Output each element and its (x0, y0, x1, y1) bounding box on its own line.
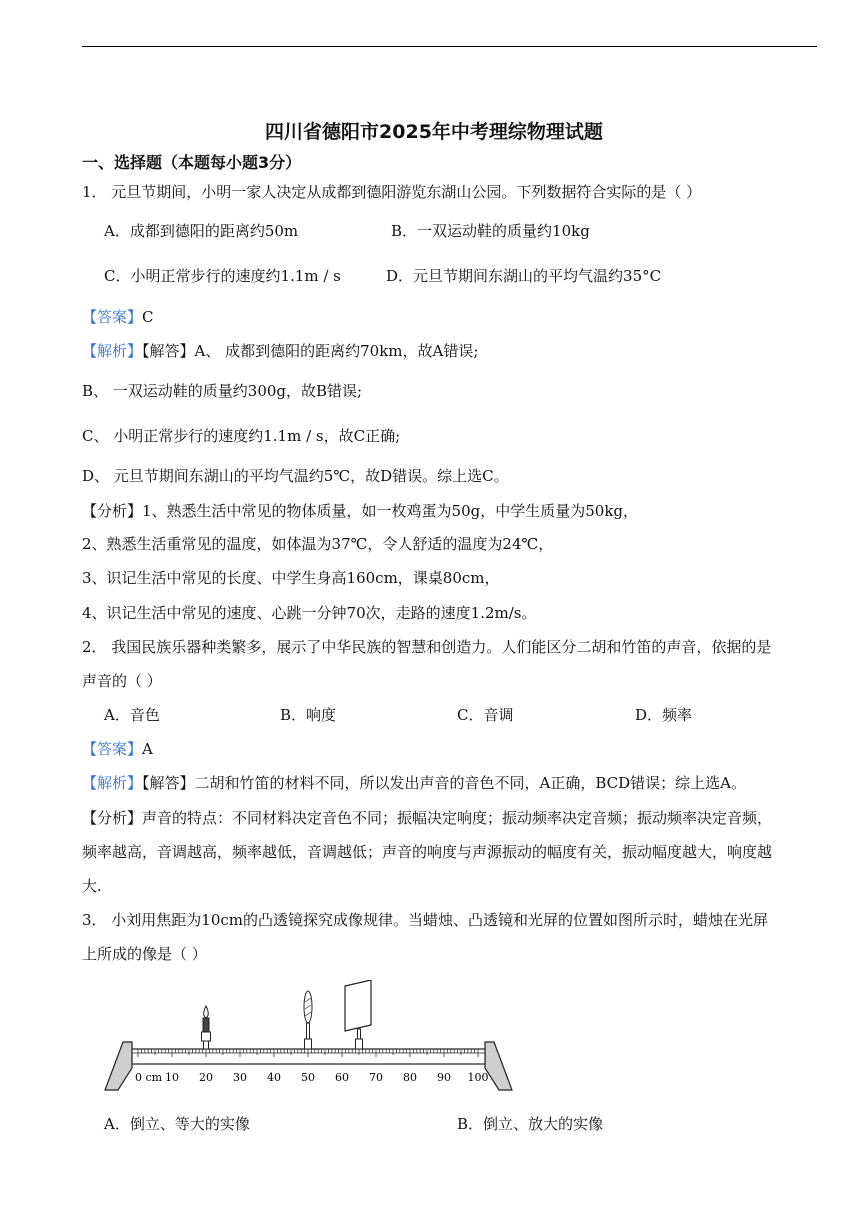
answer-value: C (142, 308, 154, 326)
q2-analysis-3: 大. (82, 877, 102, 895)
convex-lens (304, 991, 312, 1049)
page-title: 四川省德阳市2025年中考理综物理试题 (265, 121, 603, 143)
answer-tag: 【答案】 (82, 308, 143, 326)
ruler-label: 80 (403, 1071, 417, 1084)
q1-explanation-3: C、 小明正常步行的速度约1.1m / s，故C正确; (82, 427, 401, 445)
ruler-label: 30 (233, 1071, 247, 1084)
ruler-label: 50 (301, 1071, 315, 1084)
q2-option-c: C．音调 (457, 706, 514, 724)
left-stand (105, 1042, 132, 1090)
q1-explanation-1 (82, 342, 478, 360)
q2-stem-line1: 2． 我国民族乐器种类繁多，展示了中华民族的智慧和创造力。人们能区分二胡和竹笛的声音，依据的是 (82, 638, 772, 656)
q3-stem-line1: 3． 小刘用焦距为10cm的凸透镜探究成像规律。当蜡烛、凸透镜和光屏的位置如图所示时，蜡烛在光屏 (82, 911, 769, 929)
ruler-label: 10 (165, 1071, 179, 1084)
jiexi-tag: 【解析】 (82, 774, 143, 792)
q1-analysis-1: 【分析】1、熟悉生活中常见的物体质量，如一枚鸡蛋为50g，中学生质量为50kg， (82, 502, 639, 520)
q2-option-b: B．响度 (280, 706, 337, 724)
ruler-label: 60 (335, 1071, 349, 1084)
q2-option-d: D．频率 (635, 706, 693, 724)
q2-explanation-1 (82, 774, 746, 792)
q2-analysis-1: 【分析】声音的特点：不同材料决定音色不同；振幅决定响度；振动频率决定音频；振动频率决定音频， (82, 809, 773, 827)
ruler-labels (135, 1071, 489, 1084)
q1-analysis-2: 2、熟悉生活重常见的温度，如体温为37℃，令人舒适的温度为24℃， (82, 535, 554, 553)
ruler-label: 20 (199, 1071, 213, 1084)
q1-option-a: A．成都到德阳的距离约50m (104, 222, 299, 240)
q3-stem-line2: 上所成的像是（ ） (82, 945, 207, 963)
header-rule (82, 46, 817, 47)
section-heading: 一、选择题（本题每小题3分） (82, 153, 302, 172)
q1-explanation-4: D、 元旦节期间东湖山的平均气温约5℃，故D错误。综上选C。 (82, 467, 509, 485)
ruler (132, 1049, 485, 1064)
right-stand (485, 1042, 512, 1090)
q1-option-d: D．元旦节期间东湖山的平均气温约35°C (386, 267, 662, 285)
q2-stem-line2: 声音的（ ） (82, 672, 162, 690)
q1-answer (82, 308, 154, 326)
q2-analysis-2: 频率越高，音调越高，频率越低，音调越低；声音的响度与声源振动的幅度有关，振动幅度越大，响度越 (82, 843, 773, 861)
light-screen (345, 980, 371, 1049)
jiexi-tag: 【解析】 (82, 342, 143, 360)
ruler-label: 100 (467, 1071, 489, 1084)
q1-stem: 1． 元旦节期间，小明一家人决定从成都到德阳游览东湖山公园。下列数据符合实际的是（ ） (82, 183, 702, 201)
ruler-label: 0 cm (135, 1071, 163, 1084)
ruler-label: 90 (437, 1071, 451, 1084)
q3-option-b: B．倒立、放大的实像 (457, 1115, 604, 1133)
answer-tag: 【答案】 (82, 740, 143, 758)
q2-option-a: A．音色 (104, 706, 160, 724)
q2-answer (82, 740, 153, 758)
q1-analysis-3: 3、识记生活中常见的长度、中学生身高160cm，课桌80cm， (82, 569, 500, 587)
q1-explanation-2: B、 一双运动鞋的质量约300g，故B错误; (82, 382, 363, 400)
answer-value: A (142, 740, 153, 758)
q1-option-c: C．小明正常步行的速度约1.1m / s (104, 267, 341, 285)
optical-bench-figure (95, 980, 525, 1105)
ruler-label: 70 (369, 1071, 383, 1084)
explanation-text: 【解答】二胡和竹笛的材料不同，所以发出声音的音色不同，A正确，BCD错误；综上选A。 (142, 774, 746, 792)
q1-analysis-4: 4、识记生活中常见的速度、心跳一分钟70次，走路的速度1.2m/s。 (82, 604, 537, 622)
q3-option-a: A．倒立、等大的实像 (104, 1115, 250, 1133)
explanation-text: 【解答】A、 成都到德阳的距离约70km，故A错误; (142, 342, 479, 360)
ruler-label: 40 (267, 1071, 281, 1084)
candle (202, 1006, 211, 1049)
q1-option-b: B．一双运动鞋的质量约10kg (391, 222, 590, 240)
